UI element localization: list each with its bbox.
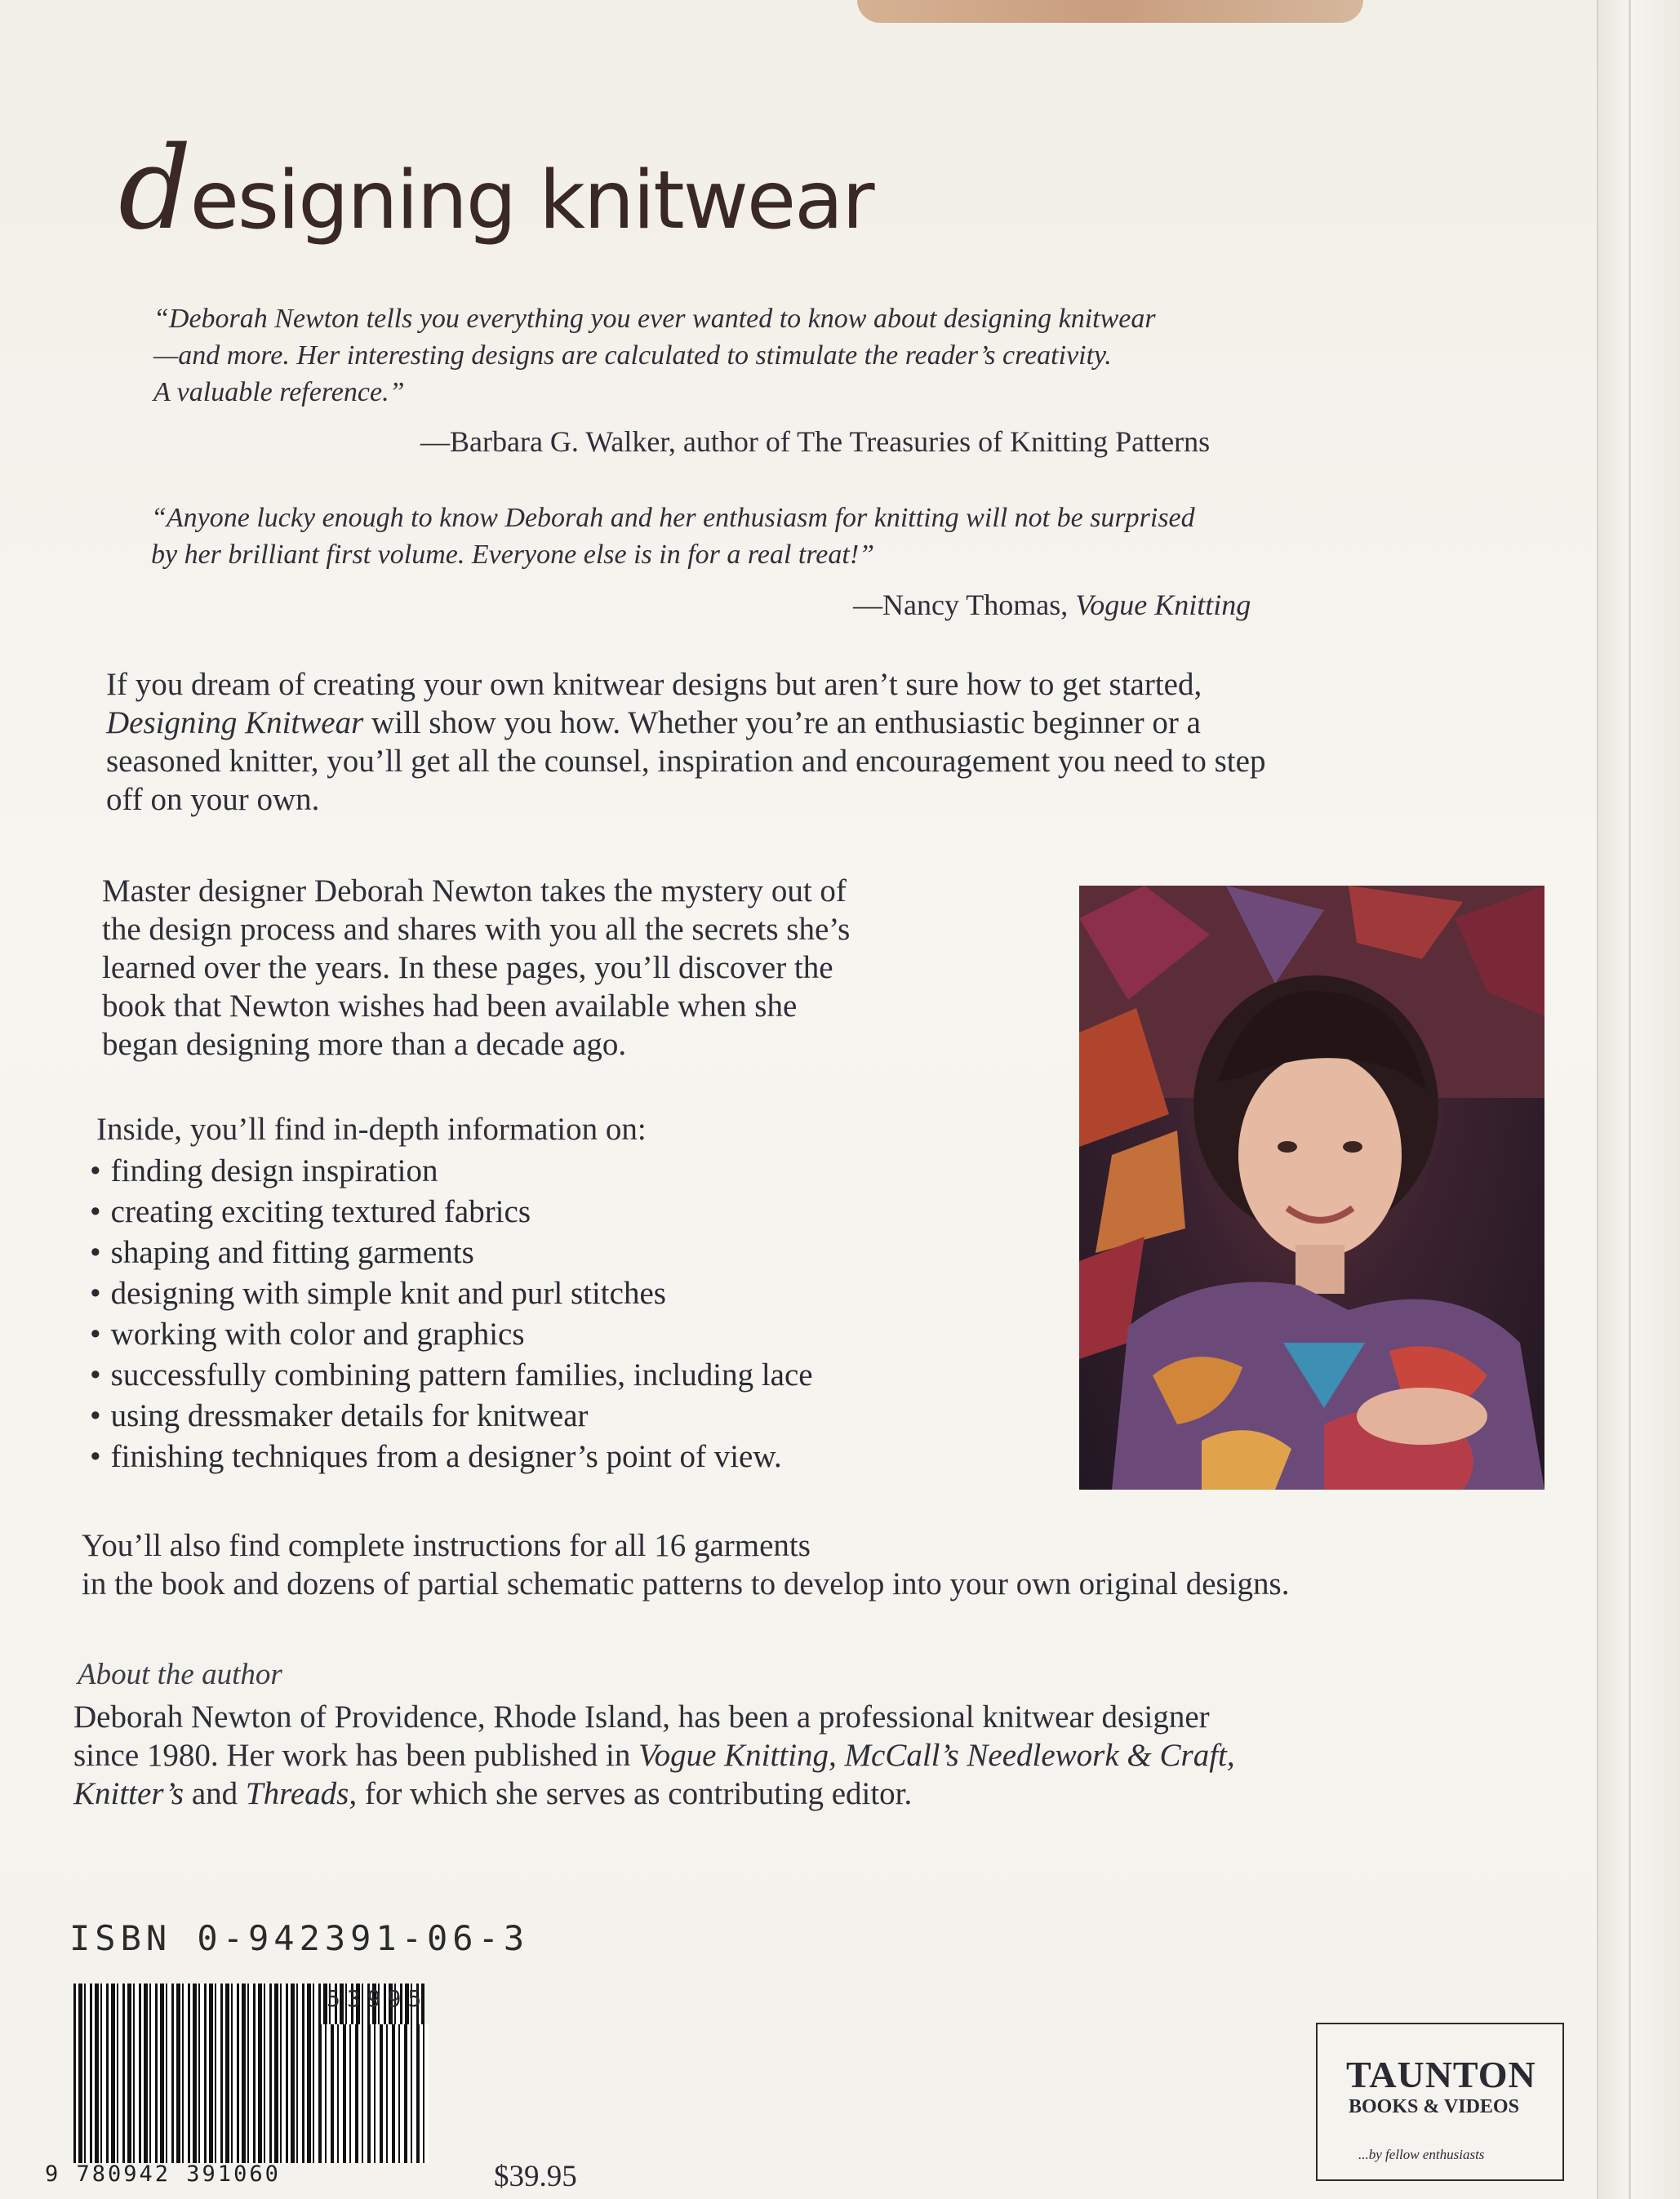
topic-item: • working with color and graphics — [90, 1314, 813, 1355]
title-rest: esigning knitwear — [189, 154, 873, 247]
about-text: and — [184, 1776, 246, 1811]
about-line: Deborah Newton of Providence, Rhode Island, has been a professional knitwear designer — [73, 1699, 1210, 1735]
master-line: learned over the years. In these pages, you’ll discover the — [102, 950, 833, 985]
intro-line-rest: will show you how. Whether you’re an enthusiastic beginner or a — [363, 705, 1201, 740]
topic-item: • shaping and fitting garments — [90, 1233, 813, 1273]
publication-name: Knitter’s — [73, 1776, 184, 1811]
master-line: Master designer Deborah Newton takes the mystery out of — [102, 873, 847, 908]
spine-edge — [1629, 0, 1631, 2199]
also-line: in the book and dozens of partial schematic patterns to develop into your own original designs. — [82, 1566, 1290, 1601]
cover-stain — [857, 0, 1363, 23]
intro-book-title: Designing Knitwear — [106, 705, 364, 740]
book-title — [118, 122, 873, 255]
quote-line: by her brilliant first volume. Everyone else is in for a real treat!” — [151, 540, 875, 570]
quote-thomas — [151, 500, 1195, 573]
price: $39.95 — [494, 2160, 577, 2193]
topic-list — [90, 1151, 813, 1477]
quote-line: —and more. Her interesting designs are calculated to stimulate the reader’s creativity. — [153, 340, 1112, 371]
about-paragraph — [73, 1698, 1235, 1813]
attribution-walker: —Barbara G. Walker, author of The Treasuries of Knitting Patterns — [420, 425, 1211, 458]
about-line — [73, 1775, 1235, 1813]
price-barcode — [318, 2024, 429, 2163]
publication-names: Vogue Knitting, McCall’s Needlework & Craft, — [638, 1738, 1235, 1773]
quote-walker — [153, 300, 1156, 411]
master-paragraph — [102, 872, 850, 1064]
barcode-number: 9 780942 391060 — [45, 2161, 281, 2187]
quote-line: “Deborah Newton tells you everything you ever wanted to know about designing knitwear — [153, 304, 1156, 334]
isbn-label: ISBN 0-942391-06-3 — [69, 1918, 530, 1958]
topic-item: • successfully combining pattern families, including lace — [90, 1355, 813, 1396]
intro-line: seasoned knitter, you’ll get all the counsel, inspiration and encouragement you need to step — [106, 744, 1266, 779]
about-text: since 1980. Her work has been published in — [73, 1738, 639, 1773]
about-text: for which she serves as contributing editor. — [357, 1776, 913, 1811]
title-initial: d — [118, 122, 190, 255]
attribution-source: Vogue Knitting — [1075, 589, 1251, 621]
publisher-name: TAUNTON — [1346, 2054, 1536, 2095]
master-line: began designing more than a decade ago. — [102, 1027, 627, 1062]
intro-line — [106, 704, 1265, 742]
author-photo — [1079, 886, 1544, 1490]
quote-line: A valuable reference.” — [153, 377, 405, 407]
topic-item: • creating exciting textured fabrics — [90, 1192, 813, 1233]
topic-item: • designing with simple knit and purl stitches — [90, 1273, 813, 1314]
inside-intro: Inside, you’ll find in-depth information on: — [96, 1112, 647, 1147]
publisher-sub: BOOKS & VIDEOS — [1349, 2096, 1519, 2117]
master-line: book that Newton wishes had been available when she — [102, 988, 798, 1024]
attribution-thomas — [853, 588, 1251, 622]
author-portrait-illustration — [1079, 886, 1544, 1490]
about-heading: About the author — [78, 1658, 282, 1691]
intro-line: If you dream of creating your own knitwear designs but aren’t sure how to get started, — [106, 667, 1202, 702]
also-line: You’ll also find complete instructions for all 16 garments — [82, 1528, 811, 1563]
quote-line: “Anyone lucky enough to know Deborah and her enthusiasm for knitting will not be surprised — [151, 503, 1195, 533]
book-spine — [1597, 0, 1680, 2199]
topic-item: • using dressmaker details for knitwear — [90, 1396, 813, 1437]
publisher-logo — [1316, 2023, 1564, 2181]
publication-name: Threads, — [245, 1776, 358, 1811]
master-line: the design process and shares with you all the secrets she’s — [102, 912, 851, 947]
topic-item: • finding design inspiration — [90, 1151, 813, 1192]
about-line — [73, 1736, 1235, 1775]
attribution-prefix: —Nancy Thomas, — [853, 589, 1076, 621]
intro-line: off on your own. — [106, 782, 320, 817]
also-paragraph — [82, 1526, 1290, 1603]
price-code: 53995 — [327, 1985, 429, 2012]
publisher-tagline: ...by fellow enthusiasts — [1358, 2147, 1485, 2162]
intro-paragraph — [106, 665, 1265, 819]
topic-item: • finishing techniques from a designer’s point of view. — [90, 1437, 813, 1477]
